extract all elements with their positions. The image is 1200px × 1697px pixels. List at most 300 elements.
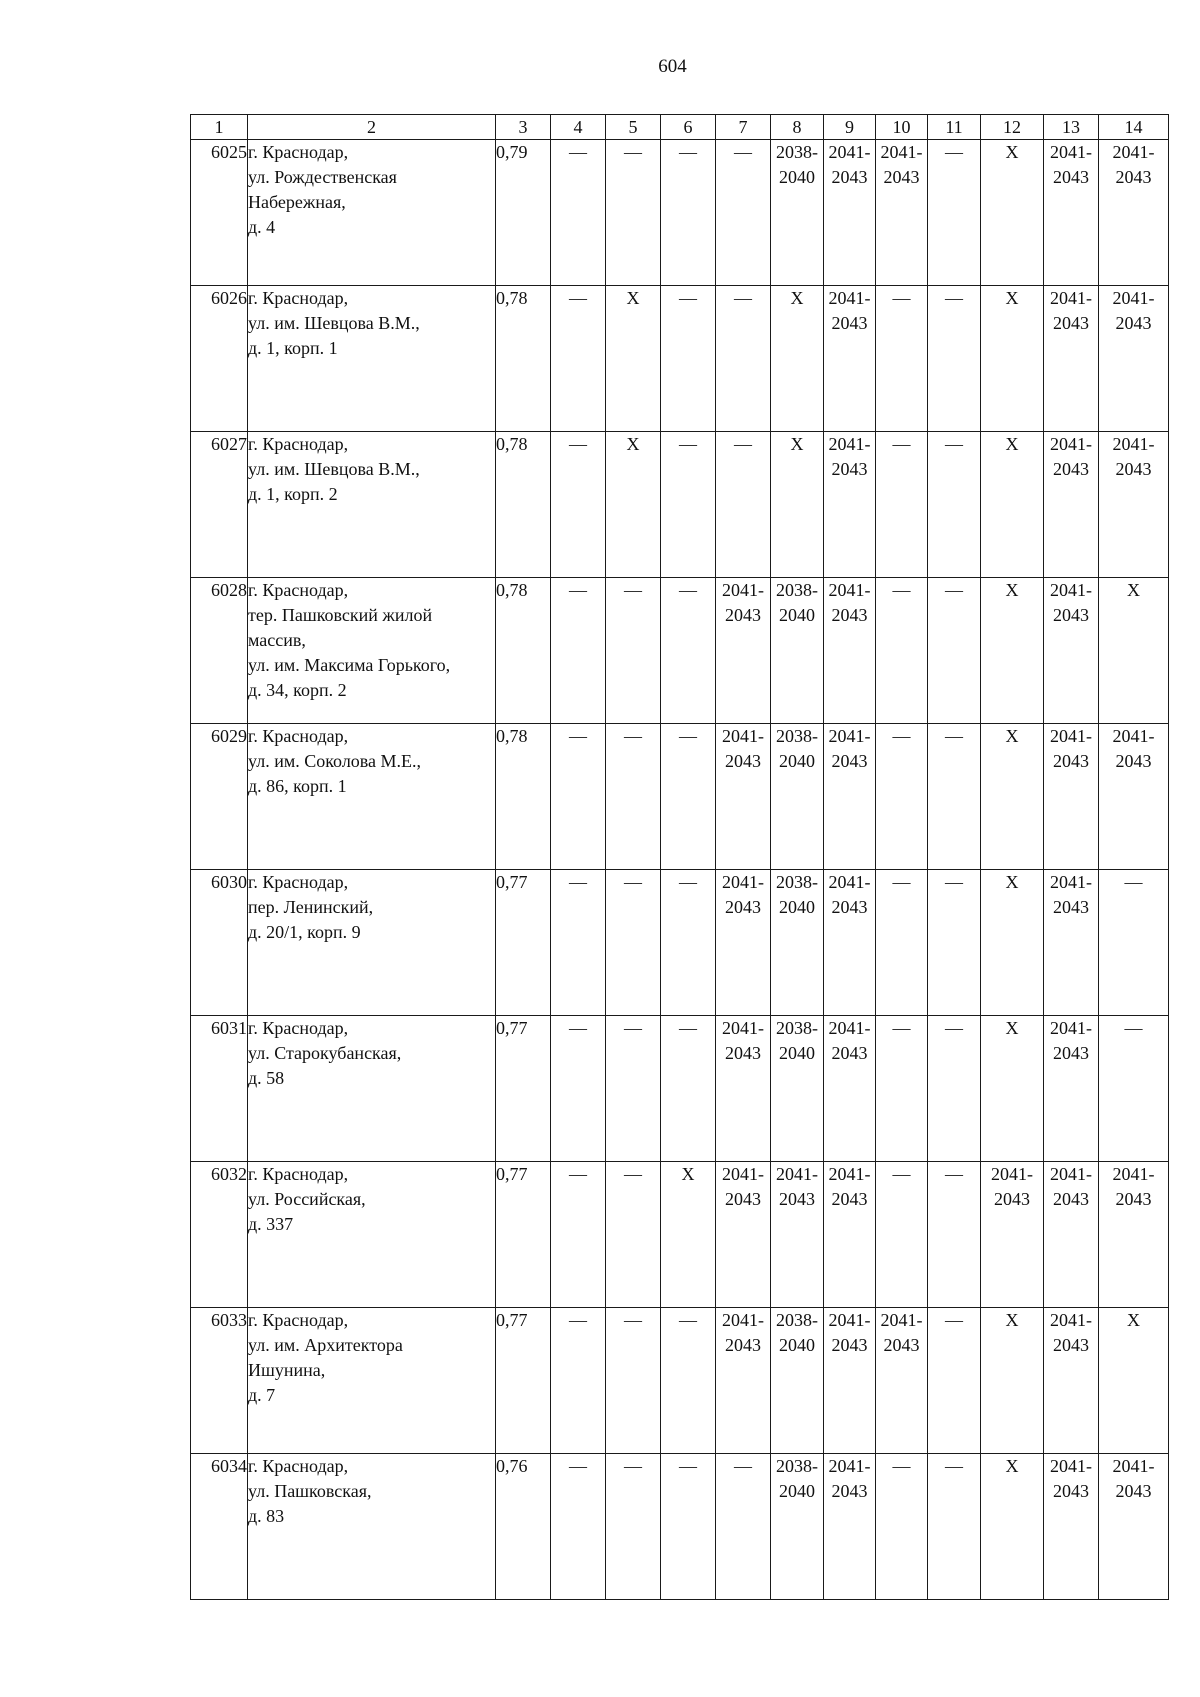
cell-text: 0,77: [496, 1164, 528, 1184]
x-mark: X: [790, 288, 804, 308]
column-header-8: 8: [771, 115, 824, 140]
cell-text: 2041-: [828, 1018, 871, 1038]
dash-mark: —: [1124, 872, 1143, 892]
cell-col-4: [551, 724, 606, 870]
address-line: ул. им. Шевцова В.М.,: [248, 459, 420, 479]
address-cell: [248, 286, 496, 432]
column-header-14: 14: [1099, 115, 1169, 140]
address-cell: [248, 870, 496, 1016]
cell-col-7: [716, 870, 771, 1016]
dash-mark: —: [679, 580, 697, 600]
cell-text: 2043: [779, 1189, 815, 1209]
row-number: 6028: [191, 578, 248, 724]
cell-col-10: [876, 578, 928, 724]
cell-col-6: [661, 140, 716, 286]
dash-mark: —: [624, 726, 642, 746]
cell-text: 2041-: [828, 1456, 871, 1476]
dash-mark: —: [945, 288, 963, 308]
table-row: [191, 432, 1169, 578]
cell-text: 2041-: [880, 142, 923, 162]
cell-text: 2041-: [1112, 434, 1155, 454]
cell-text: 2041-: [828, 288, 871, 308]
dash-mark: —: [945, 1310, 963, 1330]
cell-col-13: [1044, 1308, 1099, 1454]
dash-mark: —: [679, 726, 697, 746]
cell-col-5: [606, 870, 661, 1016]
cell-text: 2040: [779, 751, 815, 771]
cell-text: 2043: [994, 1189, 1030, 1209]
cell-col-10: [876, 724, 928, 870]
cell-text: 2043: [725, 1335, 761, 1355]
cell-col-6: [661, 1454, 716, 1600]
cell-col-3: [496, 724, 551, 870]
cell-text: 2040: [779, 1481, 815, 1501]
column-header-12: 12: [981, 115, 1044, 140]
dash-mark: —: [569, 434, 587, 454]
cell-col-13: [1044, 870, 1099, 1016]
cell-col-8: [771, 140, 824, 286]
dash-mark: —: [679, 872, 697, 892]
address-line: г. Краснодар,: [248, 1456, 349, 1476]
cell-col-6: [661, 870, 716, 1016]
cell-col-6: [661, 1162, 716, 1308]
cell-text: 0,77: [496, 872, 528, 892]
row-number: 6027: [191, 432, 248, 578]
cell-col-14: [1099, 286, 1169, 432]
address-cell: [248, 1454, 496, 1600]
table-row: [191, 1016, 1169, 1162]
cell-col-12: [981, 724, 1044, 870]
address-line: ул. им. Шевцова В.М.,: [248, 313, 420, 333]
cell-text: 2043: [831, 1189, 868, 1209]
data-table: [190, 114, 1169, 1600]
address-line: массив,: [248, 630, 306, 650]
cell-col-11: [928, 1454, 981, 1600]
cell-col-3: [496, 140, 551, 286]
dash-mark: —: [734, 142, 752, 162]
cell-col-14: [1099, 870, 1169, 1016]
cell-text: 2043: [725, 897, 761, 917]
cell-col-3: [496, 1162, 551, 1308]
dash-mark: —: [624, 1310, 642, 1330]
cell-text: 2041-: [1112, 726, 1155, 746]
cell-text: 2041-: [828, 580, 871, 600]
address-line: г. Краснодар,: [248, 1018, 349, 1038]
cell-text: 2041-: [722, 872, 764, 892]
column-header-5: 5: [606, 115, 661, 140]
cell-col-10: [876, 1454, 928, 1600]
address-line: Набережная,: [248, 192, 346, 212]
dash-mark: —: [624, 580, 642, 600]
cell-text: 0,78: [496, 726, 528, 746]
cell-col-8: [771, 1162, 824, 1308]
table-body: [191, 140, 1169, 1600]
cell-text: 2041-: [776, 1164, 818, 1184]
cell-text: 2043: [883, 1335, 920, 1355]
cell-text: 0,78: [496, 288, 528, 308]
cell-col-4: [551, 1308, 606, 1454]
cell-col-8: [771, 578, 824, 724]
cell-col-5: [606, 1454, 661, 1600]
cell-text: 2041-: [828, 434, 871, 454]
address-cell: [248, 578, 496, 724]
cell-text: 2043: [1053, 459, 1089, 479]
cell-text: 2041-: [1112, 288, 1155, 308]
address-cell: [248, 140, 496, 286]
cell-text: 2040: [779, 1335, 815, 1355]
address-line: ул. им. Архитектора: [248, 1335, 403, 1355]
cell-text: 2038-: [776, 1018, 818, 1038]
dash-mark: —: [892, 434, 911, 454]
cell-text: 2043: [1115, 751, 1152, 771]
table-row: [191, 578, 1169, 724]
address-cell: [248, 1016, 496, 1162]
cell-col-4: [551, 870, 606, 1016]
cell-text: 2043: [725, 605, 761, 625]
cell-text: 2043: [831, 1043, 868, 1063]
address-line: д. 1, корп. 1: [248, 338, 338, 358]
row-number: 6033: [191, 1308, 248, 1454]
cell-col-7: [716, 140, 771, 286]
cell-text: 2043: [1053, 313, 1089, 333]
dash-mark: —: [569, 1310, 587, 1330]
cell-col-10: [876, 1308, 928, 1454]
dash-mark: —: [569, 580, 587, 600]
cell-text: 2043: [831, 1481, 868, 1501]
column-header-10: 10: [876, 115, 928, 140]
dash-mark: —: [624, 1456, 642, 1476]
x-mark: X: [1127, 580, 1140, 600]
cell-col-12: [981, 140, 1044, 286]
cell-text: 2041-: [1050, 1310, 1092, 1330]
cell-col-7: [716, 578, 771, 724]
cell-text: 2043: [1115, 313, 1152, 333]
cell-text: 2043: [1115, 1481, 1152, 1501]
cell-col-12: [981, 870, 1044, 1016]
table-row: [191, 1162, 1169, 1308]
cell-text: 2043: [1053, 1043, 1089, 1063]
cell-col-5: [606, 432, 661, 578]
dash-mark: —: [945, 142, 963, 162]
address-line: ул. Старокубанская,: [248, 1043, 402, 1063]
cell-col-5: [606, 1162, 661, 1308]
cell-col-12: [981, 286, 1044, 432]
cell-text: 2043: [1053, 605, 1089, 625]
cell-col-7: [716, 286, 771, 432]
cell-text: 2041-: [1050, 580, 1092, 600]
cell-col-7: [716, 724, 771, 870]
cell-col-13: [1044, 578, 1099, 724]
cell-col-9: [824, 578, 876, 724]
cell-col-13: [1044, 432, 1099, 578]
cell-text: 0,77: [496, 1310, 528, 1330]
cell-col-9: [824, 1162, 876, 1308]
dash-mark: —: [892, 1018, 911, 1038]
cell-col-3: [496, 1016, 551, 1162]
address-line: г. Краснодар,: [248, 434, 349, 454]
address-line: г. Краснодар,: [248, 580, 349, 600]
cell-col-8: [771, 724, 824, 870]
dash-mark: —: [679, 288, 697, 308]
dash-mark: —: [945, 1456, 963, 1476]
address-line: г. Краснодар,: [248, 1310, 349, 1330]
dash-mark: —: [945, 1018, 963, 1038]
dash-mark: —: [1124, 1018, 1143, 1038]
cell-col-6: [661, 286, 716, 432]
cell-col-13: [1044, 1454, 1099, 1600]
dash-mark: —: [945, 580, 963, 600]
cell-col-3: [496, 286, 551, 432]
cell-text: 2038-: [776, 580, 818, 600]
cell-col-5: [606, 1016, 661, 1162]
cell-col-14: [1099, 432, 1169, 578]
cell-col-4: [551, 1454, 606, 1600]
cell-text: 2043: [831, 459, 868, 479]
table-row: [191, 140, 1169, 286]
address-line: ул. им. Максима Горького,: [248, 655, 451, 675]
cell-col-14: [1099, 1162, 1169, 1308]
address-line: д. 337: [248, 1214, 294, 1234]
cell-text: 2043: [1053, 897, 1089, 917]
cell-col-13: [1044, 1162, 1099, 1308]
cell-col-6: [661, 1308, 716, 1454]
cell-text: 2041-: [991, 1164, 1033, 1184]
header-row: [191, 115, 1169, 140]
cell-text: 2038-: [776, 1310, 818, 1330]
cell-text: 0,76: [496, 1456, 528, 1476]
dash-mark: —: [679, 1018, 697, 1038]
dash-mark: —: [892, 580, 911, 600]
cell-text: 2043: [725, 1043, 761, 1063]
cell-col-5: [606, 724, 661, 870]
cell-text: 2041-: [722, 580, 764, 600]
cell-text: 2043: [831, 897, 868, 917]
cell-col-14: [1099, 140, 1169, 286]
cell-text: 2041-: [722, 1018, 764, 1038]
cell-text: 2041-: [828, 726, 871, 746]
cell-col-11: [928, 1308, 981, 1454]
cell-col-14: [1099, 1016, 1169, 1162]
cell-col-4: [551, 1162, 606, 1308]
cell-text: 2041-: [1050, 1164, 1092, 1184]
address-cell: [248, 432, 496, 578]
x-mark: X: [1005, 726, 1019, 746]
cell-text: 2043: [831, 605, 868, 625]
column-header-1: 1: [191, 115, 248, 140]
cell-text: 2041-: [722, 1310, 764, 1330]
cell-col-5: [606, 140, 661, 286]
cell-text: 2041-: [1112, 1164, 1155, 1184]
x-mark: X: [1005, 872, 1019, 892]
address-line: ул. Российская,: [248, 1189, 366, 1209]
cell-col-6: [661, 578, 716, 724]
cell-text: 2038-: [776, 1456, 818, 1476]
column-header-2: 2: [248, 115, 496, 140]
cell-col-7: [716, 1162, 771, 1308]
address-line: д. 20/1, корп. 9: [248, 922, 361, 942]
cell-col-5: [606, 286, 661, 432]
cell-text: 2043: [831, 751, 868, 771]
cell-col-10: [876, 870, 928, 1016]
dash-mark: —: [679, 142, 697, 162]
address-line: д. 34, корп. 2: [248, 680, 347, 700]
cell-text: 2041-: [880, 1310, 923, 1330]
cell-text: 2040: [779, 1043, 815, 1063]
row-number: 6030: [191, 870, 248, 1016]
cell-col-3: [496, 578, 551, 724]
cell-col-6: [661, 432, 716, 578]
cell-text: 2041-: [1112, 142, 1155, 162]
x-mark: X: [1005, 142, 1019, 162]
address-line: д. 83: [248, 1506, 285, 1526]
dash-mark: —: [734, 434, 752, 454]
cell-col-13: [1044, 140, 1099, 286]
cell-col-6: [661, 724, 716, 870]
address-cell: [248, 724, 496, 870]
dash-mark: —: [569, 726, 587, 746]
address-line: д. 1, корп. 2: [248, 484, 338, 504]
address-line: тер. Пашковский жилой: [248, 605, 433, 625]
cell-text: 2041-: [1112, 1456, 1155, 1476]
cell-col-9: [824, 286, 876, 432]
dash-mark: —: [892, 726, 911, 746]
cell-col-3: [496, 1454, 551, 1600]
dash-mark: —: [945, 1164, 963, 1184]
row-number: 6026: [191, 286, 248, 432]
table-row: [191, 1308, 1169, 1454]
cell-col-4: [551, 1016, 606, 1162]
dash-mark: —: [892, 1164, 911, 1184]
cell-text: 2041-: [828, 1310, 871, 1330]
cell-col-3: [496, 1308, 551, 1454]
cell-col-10: [876, 1162, 928, 1308]
x-mark: X: [1005, 1456, 1019, 1476]
cell-col-14: [1099, 724, 1169, 870]
cell-text: 2043: [725, 751, 761, 771]
column-header-13: 13: [1044, 115, 1099, 140]
dash-mark: —: [624, 142, 642, 162]
cell-col-10: [876, 1016, 928, 1162]
column-header-7: 7: [716, 115, 771, 140]
cell-col-14: [1099, 578, 1169, 724]
x-mark: X: [790, 434, 804, 454]
cell-col-7: [716, 1016, 771, 1162]
cell-text: 2041-: [1050, 434, 1092, 454]
cell-col-8: [771, 1016, 824, 1162]
x-mark: X: [1005, 580, 1019, 600]
cell-col-9: [824, 724, 876, 870]
row-number: 6032: [191, 1162, 248, 1308]
cell-col-4: [551, 578, 606, 724]
cell-text: 0,79: [496, 142, 528, 162]
address-line: г. Краснодар,: [248, 288, 349, 308]
address-line: ул. им. Соколова М.Е.,: [248, 751, 422, 771]
page-number: 604: [658, 56, 687, 77]
cell-text: 2043: [1115, 167, 1152, 187]
cell-col-11: [928, 286, 981, 432]
dash-mark: —: [624, 1018, 642, 1038]
column-header-11: 11: [928, 115, 981, 140]
cell-col-5: [606, 578, 661, 724]
cell-col-3: [496, 432, 551, 578]
address-line: д. 4: [248, 217, 276, 237]
cell-col-10: [876, 286, 928, 432]
address-line: г. Краснодар,: [248, 1164, 349, 1184]
cell-text: 2043: [1053, 751, 1089, 771]
cell-text: 2043: [1115, 459, 1152, 479]
address-line: д. 7: [248, 1385, 276, 1405]
cell-col-11: [928, 432, 981, 578]
cell-text: 2043: [831, 167, 868, 187]
cell-col-3: [496, 870, 551, 1016]
cell-text: 0,77: [496, 1018, 528, 1038]
cell-col-14: [1099, 1454, 1169, 1600]
dash-mark: —: [569, 288, 587, 308]
dash-mark: —: [892, 872, 911, 892]
cell-col-11: [928, 140, 981, 286]
address-line: д. 58: [248, 1068, 285, 1088]
dash-mark: —: [569, 1456, 587, 1476]
cell-col-13: [1044, 724, 1099, 870]
cell-text: 2040: [779, 897, 815, 917]
dash-mark: —: [945, 434, 963, 454]
cell-col-9: [824, 1016, 876, 1162]
dash-mark: —: [734, 1456, 752, 1476]
dash-mark: —: [624, 872, 642, 892]
column-header-9: 9: [824, 115, 876, 140]
cell-col-12: [981, 1454, 1044, 1600]
dash-mark: —: [569, 1164, 587, 1184]
cell-text: 2043: [831, 1335, 868, 1355]
cell-text: 2040: [779, 605, 815, 625]
cell-col-14: [1099, 1308, 1169, 1454]
cell-text: 2041-: [1050, 142, 1092, 162]
address-line: д. 86, корп. 1: [248, 776, 347, 796]
cell-col-10: [876, 140, 928, 286]
cell-text: 2041-: [722, 726, 764, 746]
cell-col-11: [928, 1016, 981, 1162]
column-header-6: 6: [661, 115, 716, 140]
x-mark: X: [1005, 434, 1019, 454]
x-mark: X: [626, 434, 640, 454]
cell-text: 2043: [725, 1189, 761, 1209]
row-number: 6025: [191, 140, 248, 286]
x-mark: X: [1005, 1018, 1019, 1038]
row-number: 6031: [191, 1016, 248, 1162]
column-header-4: 4: [551, 115, 606, 140]
dash-mark: —: [945, 872, 963, 892]
dash-mark: —: [892, 1456, 911, 1476]
cell-text: 2041-: [722, 1164, 764, 1184]
address-line: ул. Пашковская,: [248, 1481, 372, 1501]
row-number: 6034: [191, 1454, 248, 1600]
cell-text: 2041-: [828, 872, 871, 892]
cell-col-11: [928, 724, 981, 870]
address-cell: [248, 1308, 496, 1454]
cell-text: 2043: [1053, 167, 1089, 187]
cell-text: 2041-: [828, 1164, 871, 1184]
cell-col-13: [1044, 286, 1099, 432]
row-number: 6029: [191, 724, 248, 870]
cell-text: 2043: [1053, 1481, 1089, 1501]
address-line: г. Краснодар,: [248, 726, 349, 746]
x-mark: X: [626, 288, 640, 308]
cell-text: 2041-: [1050, 872, 1092, 892]
x-mark: X: [1005, 288, 1019, 308]
cell-col-12: [981, 432, 1044, 578]
cell-col-6: [661, 1016, 716, 1162]
cell-text: 2043: [1053, 1189, 1089, 1209]
